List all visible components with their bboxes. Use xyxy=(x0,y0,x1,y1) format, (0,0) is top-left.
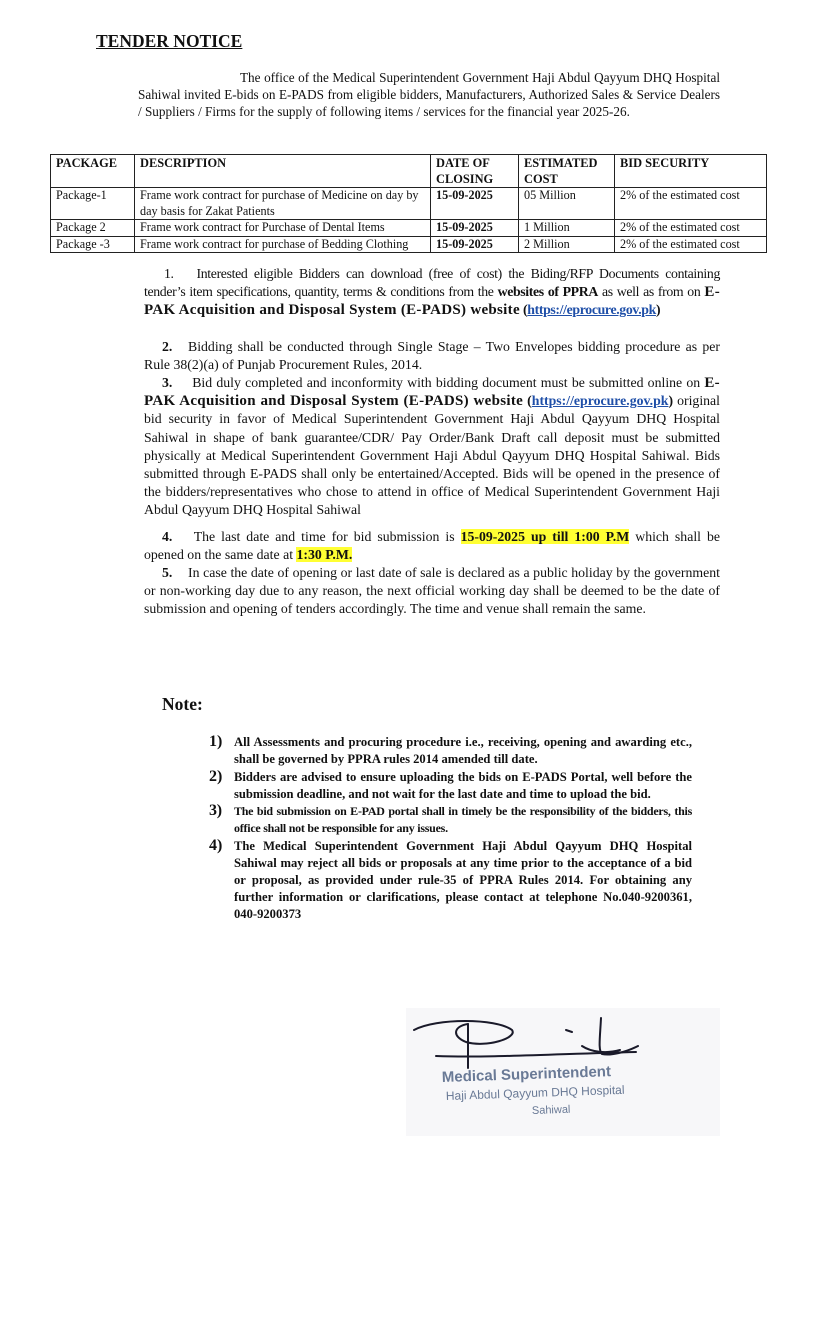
table-header-row xyxy=(51,155,767,188)
package-cell: Package 2 xyxy=(51,220,135,237)
signature-stamp xyxy=(406,1008,720,1136)
paragraph-number: 1. xyxy=(164,266,174,281)
note-item xyxy=(206,838,692,923)
bid-security-cell: 2% of the estimated cost xyxy=(615,188,767,220)
note-text: The bid submission on E-PAD portal shall in timely be the responsibility of the bidders, this office shall not be responsible for any issues. xyxy=(234,804,692,835)
paragraph-2 xyxy=(144,338,720,374)
paragraph-3: 3. Bid duly completed and inconformity with bidding document must be submitted online on E-PAK Acquisition and Disposal System (E-PADS) website (https://eprocure.gov.pk) original bid security in favor of Medical Superintendent Government Haji Abdul Qayyum DHQ Hospital Sahiwal in shape of bank guarantee/CDR/ Pay Order/Bank Draft call deposit must be submitted physically at Medical Superintendent Government Haji Abdul Qayyum DHQ Hospital Sahiwal. Bids submitted through E-PADS shall only be entertained/Accepted. Bids will be opened in the presence of the bidders/representatives who chose to attend in office of Medical Superintendent Government Haji Abdul Qayyum DHQ Hospital Sahiwal xyxy=(144,375,721,518)
notice-title: TENDER NOTICE xyxy=(96,31,243,51)
note-list xyxy=(206,734,692,923)
note-heading: Note: xyxy=(162,694,203,714)
note-text: All Assessments and procuring procedure i.e., receiving, opening and awarding etc., shall be governed by PPRA rules 2014 amended till date. xyxy=(234,735,692,766)
notice-body xyxy=(144,265,720,619)
note-number: 2) xyxy=(209,767,223,785)
opening-time-highlight: 1:30 P.M. xyxy=(296,546,353,562)
stamp-line-3: Sahiwal xyxy=(531,1103,571,1117)
bid-security-cell: 2% of the estimated cost xyxy=(615,236,767,253)
paragraph-text: Interested eligible Bidders can download (free of cost) the Biding/RFP Documents containing tender’s item specifications, quantity, terms & conditions from the xyxy=(144,266,720,300)
package-cell: Package-1 xyxy=(51,188,135,220)
submission-deadline-highlight: 15-09-2025 up till 1:00 P.M xyxy=(460,528,630,544)
estimated-cost-cell: 05 Million xyxy=(519,188,615,220)
header-package: PACKAGE xyxy=(51,155,135,188)
table-row xyxy=(51,236,767,253)
paragraph-text: The last date and time for bid submission is xyxy=(193,528,455,544)
epads-system-name: E-PAK Acquisition and Disposal System (E-PADS) website xyxy=(144,375,720,410)
closing-date-cell: 15-09-2025 xyxy=(431,220,519,237)
stamp-line-1: Medical Superintendent xyxy=(441,1063,612,1086)
package-cell: Package -3 xyxy=(51,236,135,253)
table-row xyxy=(51,188,767,220)
paragraph-1: 1. Interested eligible Bidders can download (free of cost) the Biding/RFP Documents containing tender’s item specifications, quantity, terms & conditions from the websites of PPRA as well as from on E-PAK Acquisition and Disposal System (E-PADS) website (https://eprocure.gov.pk) xyxy=(144,266,720,319)
package-table xyxy=(50,154,767,253)
description-cell: Frame work contract for purchase of Medicine on day by day basis for Zakat Patients xyxy=(135,188,431,220)
bid-security-cell: 2% of the estimated cost xyxy=(615,220,767,237)
note-number: 3) xyxy=(209,802,222,819)
note-text: The Medical Superintendent Government Haji Abdul Qayyum DHQ Hospital Sahiwal may reject all bids or proposals at any time prior to the acceptance of a bid or proposal, as provided under rule-35 of PPRA Rules 2014. For obtaining any further information or clarifications, please contact at telephone No.040-9200361, 040-9200373 xyxy=(234,838,692,921)
description-cell: Frame work contract for purchase of Bedding Clothing xyxy=(135,236,431,253)
stamp-line-2: Haji Abdul Qayyum DHQ Hospital xyxy=(445,1082,625,1103)
paragraph-text: original bid security in favor of Medical Superintendent Government Haji Abdul Qayyum DHQ Hospital Sahiwal in shape of bank guarantee/CDR/ Pay Order/Bank Draft call deposit must be submitted physically at Medical Superintendent Government Haji Abdul Qayyum DHQ Hospital Sahiwal. Bids submitted through E-PADS shall only be entertained/Accepted. Bids will be opened in the presence of the bidders/representatives who chose to attend in office of Medical Superintendent Government Haji Abdul Qayyum DHQ Hospital Sahiwal xyxy=(144,393,721,518)
table-row xyxy=(51,220,767,237)
header-bid-security: BID SECURITY xyxy=(615,155,767,188)
epads-system-name: E-PAK Acquisition and Disposal System (E-PADS) website xyxy=(144,284,720,319)
paragraph-number: 5. xyxy=(162,565,173,581)
closing-date-cell: 15-09-2025 xyxy=(431,236,519,253)
paragraph-number: 2. xyxy=(162,338,173,354)
eprocure-link[interactable]: https://eprocure.gov.pk xyxy=(531,393,669,409)
header-description: DESCRIPTION xyxy=(135,155,431,188)
description-cell: Frame work contract for Purchase of Dental Items xyxy=(135,220,431,237)
paragraph-text: Bidding shall be conducted through Single Stage – Two Envelopes bidding procedure as per Rule 38(2)(a) of Punjab Procurement Rules, 2014. xyxy=(144,338,720,372)
note-text: Bidders are advised to ensure uploading the bids on E-PADS Portal, well before the submission deadline, and not wait for the last date and time to upload the bid. xyxy=(234,769,692,801)
paragraph-text: which shall be opened on the same date at xyxy=(144,528,720,562)
eprocure-link[interactable]: https://eprocure.gov.pk xyxy=(527,302,656,318)
paragraph-4 xyxy=(144,528,720,564)
paragraph-text: In case the date of opening or last date of sale is declared as a public holiday by the government or non-working day due to any reason, the next official working day shall be deemed to be the date of submission and opening of tenders accordingly. The time and venue shall remain the same. xyxy=(144,565,720,617)
note-number: 1) xyxy=(209,733,223,750)
paragraph-number: 3. xyxy=(162,375,173,391)
paragraph-text: as well as from on xyxy=(601,284,701,300)
note-number: 4) xyxy=(209,836,223,854)
note-item xyxy=(206,734,692,768)
note-item xyxy=(206,769,692,803)
header-date-of-closing: DATE OF CLOSING xyxy=(431,155,519,188)
closing-date-cell: 15-09-2025 xyxy=(431,188,519,220)
header-estimated-cost: ESTIMATED COST xyxy=(519,155,615,188)
estimated-cost-cell: 1 Million xyxy=(519,220,615,237)
note-item xyxy=(206,803,692,837)
paragraph-number: 4. xyxy=(162,528,173,544)
paragraph-5 xyxy=(144,564,720,619)
paragraph-text: Bid duly completed and inconformity with bidding document must be submitted online on xyxy=(192,375,701,391)
ppra-websites-text: websites of PPRA xyxy=(497,284,598,300)
intro-paragraph: The office of the Medical Superintendent Government Haji Abdul Qayyum DHQ Hospital Sahiwal invited E-bids on E-PADS from eligible bidders, Manufacturers, Authorized Sales & Service Dealers / Suppliers / Firms for the supply of following items / services for the financial year 2025-26. xyxy=(138,70,720,119)
estimated-cost-cell: 2 Million xyxy=(519,236,615,253)
